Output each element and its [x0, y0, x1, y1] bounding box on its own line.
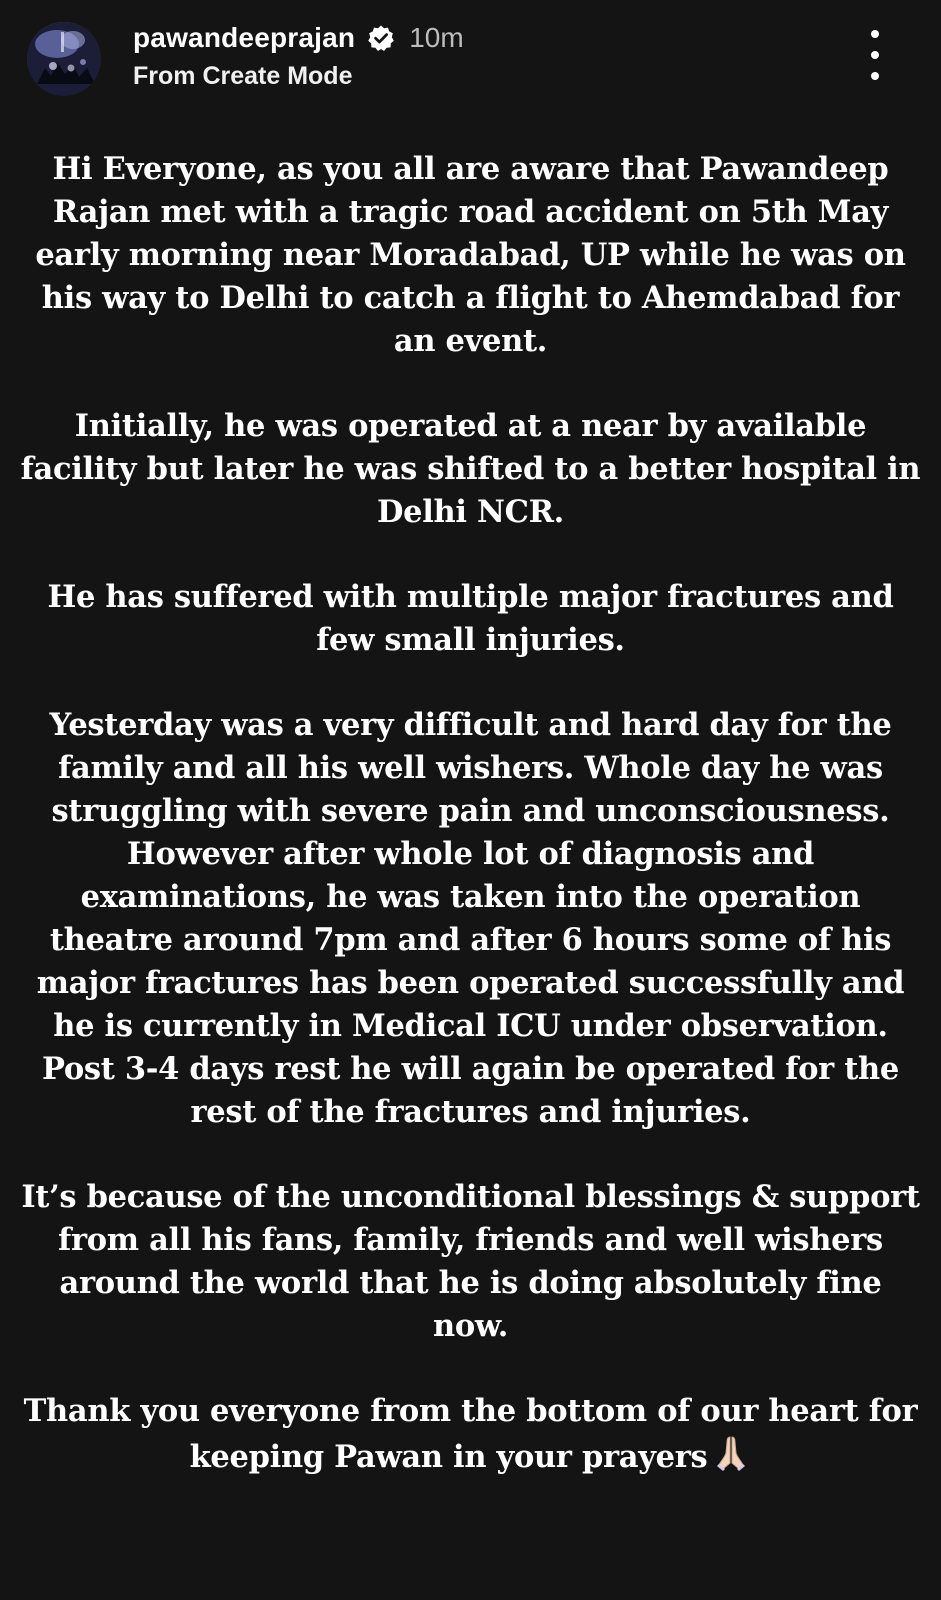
- story-header: [0, 0, 941, 120]
- more-vertical-icon-dot: [871, 51, 879, 59]
- more-vertical-icon: [871, 30, 879, 38]
- username[interactable]: pawandeeprajan: [133, 22, 356, 53]
- username-row: [133, 18, 464, 58]
- post-paragraph: [20, 704, 921, 1134]
- post-body: [20, 148, 921, 1485]
- verified-badge-icon: [367, 24, 395, 52]
- post-paragraph-closing: [20, 1390, 921, 1485]
- avatar[interactable]: [27, 22, 101, 96]
- post-time: 10m: [409, 22, 464, 53]
- more-vertical-icon-dot: [871, 72, 879, 80]
- post-paragraph: [20, 148, 921, 363]
- post-paragraph-text: Thank you everyone from the bottom of our heart for keeping Pawan in your prayers: [23, 1393, 918, 1475]
- post-paragraph-text: Initially, he was operated at a near by available facility but later he was shifted to a better hospital in Delhi NCR.: [20, 408, 921, 530]
- post-paragraph: [20, 576, 921, 662]
- post-paragraph-text: He has suffered with multiple major fractures and few small injuries.: [47, 579, 894, 658]
- folded-hands-icon: [711, 1433, 751, 1485]
- post-paragraph: [20, 1176, 921, 1348]
- post-paragraph-text: Hi Everyone, as you all are aware that Pawandeep Rajan met with a tragic road accident on 5th May early morning near Moradabad, UP while he was on his way to Delhi to catch a flight to Ahemdabad for an event.: [35, 151, 906, 359]
- post-source-label: From Create Mode: [133, 62, 353, 90]
- post-paragraph: [20, 405, 921, 534]
- post-paragraph-text: It’s because of the unconditional blessings & support from all his fans, family, friends and well wishers around the world that he is doing absolutely fine now.: [21, 1179, 920, 1344]
- post-paragraph-text: Yesterday was a very difficult and hard day for the family and all his well wishers. Whole day he was struggling with severe pain and unconsciousness. However after whole lot of diagnosis and examinations, he was taken into the operation theatre around 7pm and after 6 hours some of his major fractures has been operated successfully and he is currently in Medical ICU under observation. Post 3-4 days rest he will again be operated for the rest of the fractures and injuries.: [36, 707, 905, 1130]
- more-options-button[interactable]: [860, 30, 890, 80]
